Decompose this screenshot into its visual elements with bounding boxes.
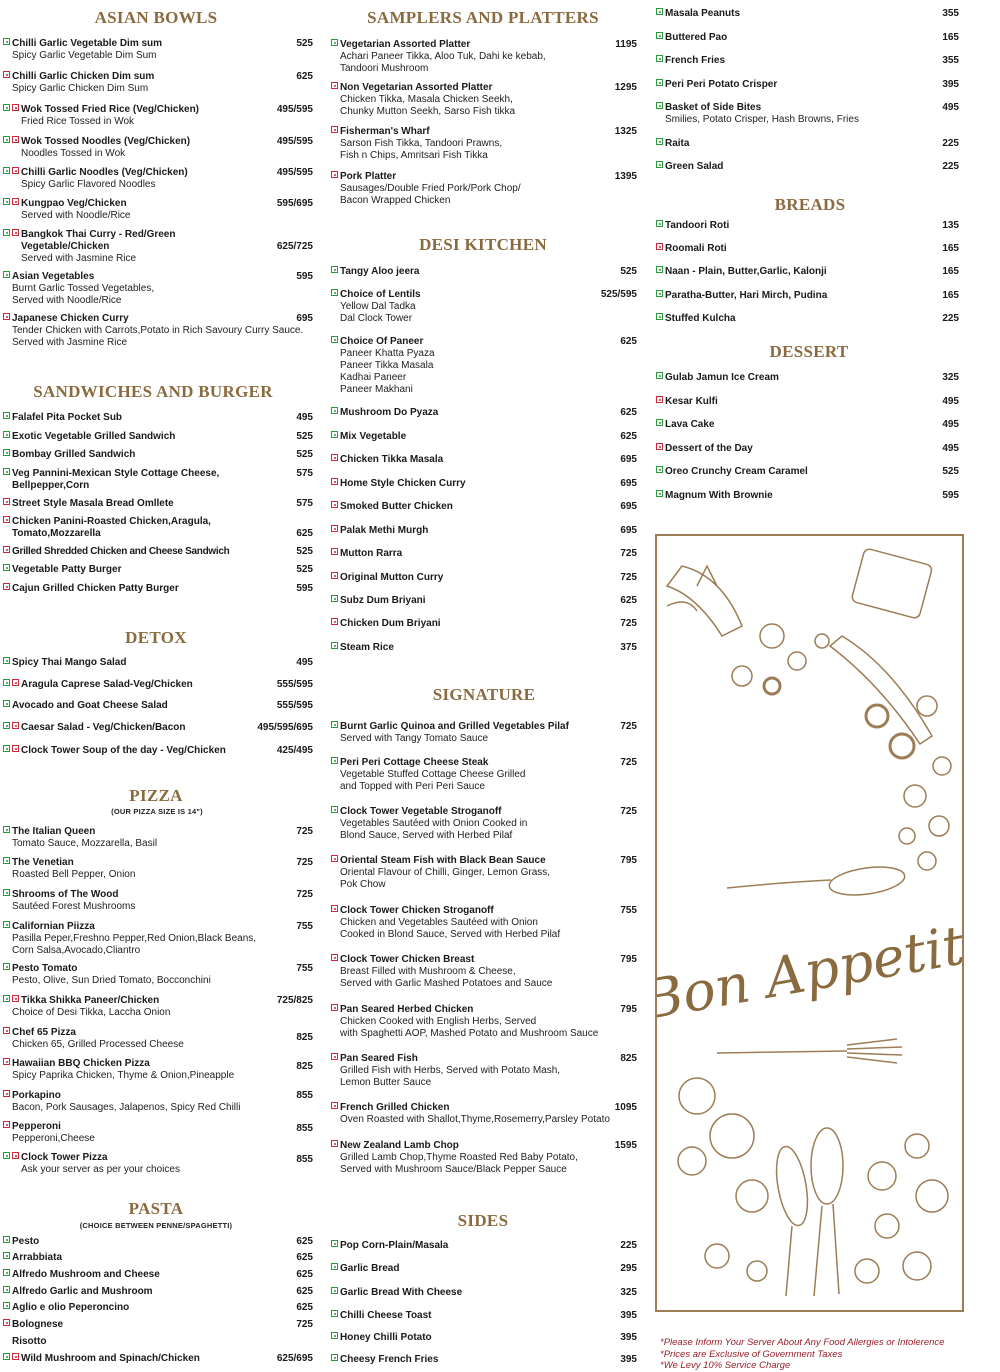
menu-item: Aragula Caprese Salad-Veg/Chicken 555/595 xyxy=(3,679,313,691)
nonveg-icon xyxy=(3,1319,10,1326)
section-title-pizza: PIZZA xyxy=(129,786,183,805)
nonveg-icon xyxy=(331,171,338,178)
menu-item: Tikka Shikka Paneer/Chicken Choice of Desi Tikka, Laccha Onion 725/825 xyxy=(3,995,313,1019)
nonveg-icon xyxy=(331,82,338,89)
menu-item: Chicken Panini-Roasted Chicken,Aragula, Tomato,Mozzarella 625 xyxy=(3,516,313,540)
veg-icon xyxy=(3,1236,10,1243)
nonveg-icon xyxy=(331,126,338,133)
section-title-detox: DETOX xyxy=(125,628,187,647)
menu-item: Paratha-Butter, Hari Mirch, Pudina 165 xyxy=(656,290,959,302)
veg-icon xyxy=(3,1252,10,1259)
veg-icon xyxy=(3,1353,10,1360)
menu-item: Pepperoni Pepperoni,Cheese 855 xyxy=(3,1121,313,1145)
nonveg-icon xyxy=(12,679,19,686)
section-subtitle-pizza: (OUR PIZZA SIZE IS 14") xyxy=(111,807,203,816)
menu-item: Falafel Pita Pocket Sub 495 xyxy=(3,412,313,424)
menu-item: Caesar Salad - Veg/Chicken/Bacon 495/595/695 xyxy=(3,722,313,734)
veg-icon xyxy=(3,167,10,174)
veg-icon xyxy=(3,136,10,143)
menu-item: Hawaiian BBQ Chicken Pizza Spicy Paprika Chicken, Thyme & Onion,Pineapple 825 xyxy=(3,1058,313,1082)
veg-icon xyxy=(331,806,338,813)
menu-item: Asian Vegetables Burnt Garlic Tossed Vegetables, Served with Noodle/Rice 595 xyxy=(3,271,313,307)
veg-icon xyxy=(331,289,338,296)
nonveg-icon xyxy=(331,1053,338,1060)
menu-item: Fisherman's Wharf Sarson Fish Tikka, Tandoori Prawns, Fish n Chips, Amritsari Fish Tikka 1325 xyxy=(331,126,637,162)
menu-item: Veg Pannini-Mexican Style Cottage Cheese, Bellpepper,Corn 575 xyxy=(3,468,313,492)
veg-icon xyxy=(656,419,663,426)
veg-icon xyxy=(3,1302,10,1309)
food-sketch xyxy=(657,536,962,1310)
nonveg-icon xyxy=(12,722,19,729)
menu-item: French Fries 355 xyxy=(656,55,959,67)
veg-icon xyxy=(3,1152,10,1159)
menu-item: Steam Rice 375 xyxy=(331,642,637,654)
veg-icon xyxy=(3,921,10,928)
menu-item: New Zealand Lamb Chop Grilled Lamb Chop,Thyme Roasted Red Baby Potato, Served with Mushroom Sauce/Black Pepper Sauce 1595 xyxy=(331,1140,637,1176)
veg-icon xyxy=(656,102,663,109)
nonveg-icon xyxy=(656,243,663,250)
nonveg-icon xyxy=(331,478,338,485)
menu-item: Basket of Side Bites Smilies, Potato Crisper, Hash Browns, Fries 495 xyxy=(656,102,959,126)
veg-icon xyxy=(3,679,10,686)
menu-item: Roomali Roti 165 xyxy=(656,243,959,255)
veg-icon xyxy=(656,55,663,62)
menu-item: Shrooms of The Wood Sautéed Forest Mushrooms 725 xyxy=(3,889,313,913)
nonveg-icon xyxy=(3,516,10,523)
menu-item: Masala Peanuts 355 xyxy=(656,8,959,20)
veg-icon xyxy=(331,431,338,438)
menu-item: Original Mutton Curry 725 xyxy=(331,572,637,584)
menu-item: The Venetian Roasted Bell Pepper, Onion 725 xyxy=(3,857,313,881)
veg-icon xyxy=(3,38,10,45)
veg-icon xyxy=(3,745,10,752)
veg-icon xyxy=(656,490,663,497)
veg-icon xyxy=(656,161,663,168)
menu-item: Pop Corn-Plain/Masala 225 xyxy=(331,1240,637,1252)
menu-item: Clock Tower Chicken Stroganoff Chicken and Vegetables Sautéed with Onion Cooked in Blond Sauce, Served with Herbed Pilaf 755 xyxy=(331,905,637,941)
menu-item: Chilli Garlic Vegetable Dim sum Spicy Garlic Vegetable Dim Sum 525 xyxy=(3,38,313,62)
menu-item: Magnum With Brownie 595 xyxy=(656,490,959,502)
menu-item: Cheesy French Fries 395 xyxy=(331,1354,637,1366)
footnote-taxes: *Prices are Exclusive of Government Taxes xyxy=(660,1349,843,1360)
menu-item: Clock Tower Chicken Breast Breast Filled with Mushroom & Cheese, Served with Garlic Mashed Potatoes and Sauce 795 xyxy=(331,954,637,990)
menu-item: Alfredo Mushroom and Cheese 625 xyxy=(3,1269,313,1281)
nonveg-icon xyxy=(3,1058,10,1065)
veg-icon xyxy=(3,826,10,833)
menu-item: Chicken Tikka Masala 695 xyxy=(331,454,637,466)
bon-appetit-illustration xyxy=(655,534,964,1312)
veg-icon xyxy=(331,1310,338,1317)
menu-item: Chilli Garlic Chicken Dim sum Spicy Garlic Chicken Dim Sum 625 xyxy=(3,71,313,95)
veg-icon xyxy=(3,700,10,707)
nonveg-icon xyxy=(656,443,663,450)
menu-item: Non Vegetarian Assorted Platter Chicken Tikka, Masala Chicken Seekh, Chunky Mutton Seekh, Sarso Fish tikka 1295 xyxy=(331,82,637,118)
nonveg-icon xyxy=(331,618,338,625)
nonveg-icon xyxy=(331,1102,338,1109)
nonveg-icon xyxy=(12,167,19,174)
veg-icon xyxy=(656,8,663,15)
nonveg-icon xyxy=(656,396,663,403)
veg-icon xyxy=(656,466,663,473)
nonveg-icon xyxy=(3,1027,10,1034)
nonveg-icon xyxy=(12,1152,19,1159)
menu-item: Mushroom Do Pyaza 625 xyxy=(331,407,637,419)
veg-icon xyxy=(3,889,10,896)
veg-icon xyxy=(3,198,10,205)
menu-item: Avocado and Goat Cheese Salad 555/595 xyxy=(3,700,313,712)
menu-item: Buttered Pao 165 xyxy=(656,32,959,44)
menu-item: Pan Seared Herbed Chicken Chicken Cooked with English Herbs, Served with Spaghetti AOP, Mashed Potato and Mushroom Sauce 795 xyxy=(331,1004,637,1040)
veg-icon xyxy=(331,266,338,273)
menu-item: Garlic Bread 295 xyxy=(331,1263,637,1275)
nonveg-icon xyxy=(12,1353,19,1360)
section-title-signature: SIGNATURE xyxy=(432,685,536,704)
menu-item: Choice Of Paneer Paneer Khatta Pyaza Paneer Tikka Masala Kadhai Paneer Paneer Makhani 625 xyxy=(331,336,637,396)
menu-item: Dessert of the Day 495 xyxy=(656,443,959,455)
menu-item: Vegetable Patty Burger 525 xyxy=(3,564,313,576)
nonveg-icon xyxy=(331,572,338,579)
menu-item: Bangkok Thai Curry - Red/Green Vegetable/Chicken Served with Jasmine Rice 625/725 xyxy=(3,229,313,265)
menu-item: Gulab Jamun Ice Cream 325 xyxy=(656,372,959,384)
nonveg-icon xyxy=(12,995,19,1002)
veg-icon xyxy=(3,722,10,729)
menu-item: Wild Mushroom and Spinach/Chicken 625/695 xyxy=(3,1353,313,1365)
menu-item: Mutton Rarra 725 xyxy=(331,548,637,560)
menu-item: Mix Vegetable 625 xyxy=(331,431,637,443)
menu-item: The Italian Queen Tomato Sauce, Mozzarella, Basil 725 xyxy=(3,826,313,850)
veg-icon xyxy=(3,564,10,571)
menu-item: Lava Cake 495 xyxy=(656,419,959,431)
menu-item: Pork Platter Sausages/Double Fried Pork/Pork Chop/ Bacon Wrapped Chicken 1395 xyxy=(331,171,637,207)
menu-item: Oreo Crunchy Cream Caramel 525 xyxy=(656,466,959,478)
section-title-samplers: SAMPLERS AND PLATTERS xyxy=(367,8,599,27)
menu-item: Bolognese 725 xyxy=(3,1319,313,1331)
menu-item: Porkapino Bacon, Pork Sausages, Jalapenos, Spicy Red Chilli 855 xyxy=(3,1090,313,1114)
veg-icon xyxy=(3,857,10,864)
menu-item: Green Salad 225 xyxy=(656,161,959,173)
menu-item: Californian Piizza Pasilla Peper,Freshno Pepper,Red Onion,Black Beans, Corn Salsa,Avocado,Cliantro 755 xyxy=(3,921,313,957)
nonveg-icon xyxy=(12,104,19,111)
bon-appetit-text: Bon Appetit xyxy=(657,913,962,1033)
footnote-service-charge: *We Levy 10% Service Charge xyxy=(660,1360,791,1371)
section-title-dessert: DESSERT xyxy=(769,342,849,361)
section-subtitle-pasta: (CHOICE BETWEEN PENNE/SPAGHETTI) xyxy=(79,1221,233,1230)
veg-icon xyxy=(3,468,10,475)
veg-icon xyxy=(3,412,10,419)
veg-icon xyxy=(331,1332,338,1339)
nonveg-icon xyxy=(331,548,338,555)
veg-icon xyxy=(656,313,663,320)
veg-icon xyxy=(656,138,663,145)
veg-icon xyxy=(3,1269,10,1276)
menu-item: Arrabbiata 625 xyxy=(3,1252,313,1264)
menu-item: Stuffed Kulcha 225 xyxy=(656,313,959,325)
veg-icon xyxy=(3,657,10,664)
veg-icon xyxy=(3,995,10,1002)
menu-item: Chicken Dum Briyani 725 xyxy=(331,618,637,630)
nonveg-icon xyxy=(331,1140,338,1147)
veg-icon xyxy=(3,449,10,456)
menu-item: Garlic Bread With Cheese 325 xyxy=(331,1287,637,1299)
menu-item: Pan Seared Fish Grilled Fish with Herbs, Served with Potato Mash, Lemon Butter Sauce 825 xyxy=(331,1053,637,1089)
menu-item: Naan - Plain, Butter,Garlic, Kalonji 165 xyxy=(656,266,959,278)
menu-item: Cajun Grilled Chicken Patty Burger 595 xyxy=(3,583,313,595)
menu-item: Bombay Grilled Sandwich 525 xyxy=(3,449,313,461)
menu-item: Spicy Thai Mango Salad 495 xyxy=(3,657,313,669)
nonveg-icon xyxy=(3,1090,10,1097)
section-title-sandwiches: SANDWICHES AND BURGER xyxy=(33,382,273,401)
nonveg-icon xyxy=(3,498,10,505)
nonveg-icon xyxy=(3,546,10,553)
veg-icon xyxy=(656,79,663,86)
veg-icon xyxy=(331,407,338,414)
veg-icon xyxy=(3,1286,10,1293)
menu-item: Subz Dum Briyani 625 xyxy=(331,595,637,607)
menu-item: French Grilled Chicken Oven Roasted with Shallot,Thyme,Rosemerry,Parsley Potato 1095 xyxy=(331,1102,637,1126)
section-title-pasta: PASTA xyxy=(128,1199,184,1218)
veg-icon xyxy=(3,963,10,970)
section-title-breads: BREADS xyxy=(774,195,846,214)
veg-icon xyxy=(331,1287,338,1294)
veg-icon xyxy=(331,336,338,343)
nonveg-icon xyxy=(3,1121,10,1128)
nonveg-icon xyxy=(331,855,338,862)
menu-item: Home Style Chicken Curry 695 xyxy=(331,478,637,490)
menu-item: Pesto Tomato Pesto, Olive, Sun Dried Tomato, Bocconchini 755 xyxy=(3,963,313,987)
menu-item: Street Style Masala Bread Omllete 575 xyxy=(3,498,313,510)
section-title-desi-kitchen: DESI KITCHEN xyxy=(419,235,547,254)
veg-icon xyxy=(331,1240,338,1247)
menu-item: Vegetarian Assorted Platter Achari Paneer Tikka, Aloo Tuk, Dahi ke kebab, Tandoori Mushroom 1195 xyxy=(331,39,637,75)
veg-icon xyxy=(331,39,338,46)
nonveg-icon xyxy=(12,198,19,205)
menu-item: Palak Methi Murgh 695 xyxy=(331,525,637,537)
menu-item: Chilli Cheese Toast 395 xyxy=(331,1310,637,1322)
veg-icon xyxy=(331,642,338,649)
nonveg-icon xyxy=(12,745,19,752)
veg-icon xyxy=(656,266,663,273)
menu-item: Exotic Vegetable Grilled Sandwich 525 xyxy=(3,431,313,443)
menu-item: Pesto 625 xyxy=(3,1236,313,1248)
menu-item: Peri Peri Cottage Cheese Steak Vegetable Stuffed Cottage Cheese Grilled and Topped with Peri Peri Sauce 725 xyxy=(331,757,637,793)
nonveg-icon xyxy=(12,136,19,143)
menu-item: Wok Tossed Fried Rice (Veg/Chicken) Fried Rice Tossed in Wok 495/595 xyxy=(3,104,313,128)
veg-icon xyxy=(331,757,338,764)
nonveg-icon xyxy=(12,229,19,236)
veg-icon xyxy=(331,1263,338,1270)
veg-icon xyxy=(656,220,663,227)
nonveg-icon xyxy=(3,313,10,320)
nonveg-icon xyxy=(3,71,10,78)
menu-item: Kesar Kulfi 495 xyxy=(656,396,959,408)
veg-icon xyxy=(656,32,663,39)
veg-icon xyxy=(656,290,663,297)
nonveg-icon xyxy=(331,454,338,461)
veg-icon xyxy=(331,595,338,602)
nonveg-icon xyxy=(3,583,10,590)
nonveg-icon xyxy=(331,1004,338,1011)
menu-item: Honey Chilli Potato 395 xyxy=(331,1332,637,1344)
menu-item: Clock Tower Pizza Ask your server as per your choices 855 xyxy=(3,1152,313,1176)
menu-item: Japanese Chicken Curry Tender Chicken with Carrots,Potato in Rich Savoury Curry Sauce. Served with Jasmine Rice 695 xyxy=(3,313,313,349)
menu-item: Oriental Steam Fish with Black Bean Sauce Oriental Flavour of Chilli, Ginger, Lemon Grass, Pok Chow 795 xyxy=(331,855,637,891)
menu-item: Choice of Lentils Yellow Dal Tadka Dal Clock Tower 525/595 xyxy=(331,289,637,325)
veg-icon xyxy=(331,1354,338,1361)
menu-item: Aglio e olio Peperoncino 625 xyxy=(3,1302,313,1314)
menu-item: Burnt Garlic Quinoa and Grilled Vegetables Pilaf Served with Tangy Tomato Sauce 725 xyxy=(331,721,637,745)
menu-item: Wok Tossed Noodles (Veg/Chicken) Noodles Tossed in Wok 495/595 xyxy=(3,136,313,160)
menu-item: Grilled Shredded Chicken and Cheese Sandwich 525 xyxy=(3,546,313,558)
veg-icon xyxy=(3,271,10,278)
menu-item: Alfredo Garlic and Mushroom 625 xyxy=(3,1286,313,1298)
nonveg-icon xyxy=(331,501,338,508)
nonveg-icon xyxy=(331,954,338,961)
menu-item: Raita 225 xyxy=(656,138,959,150)
menu-item: Risotto xyxy=(12,1336,47,1347)
footnote-allergies: *Please Inform Your Server About Any Food Allergies or Intolerence xyxy=(660,1337,945,1348)
menu-item: Chef 65 Pizza Chicken 65, Grilled Processed Cheese 825 xyxy=(3,1027,313,1051)
veg-icon xyxy=(656,372,663,379)
section-title-asian-bowls: ASIAN BOWLS xyxy=(94,8,218,27)
menu-item: Smoked Butter Chicken 695 xyxy=(331,501,637,513)
menu-item: Clock Tower Soup of the day - Veg/Chicken 425/495 xyxy=(3,745,313,757)
menu-item: Clock Tower Vegetable Stroganoff Vegetables Sautéed with Onion Cooked in Blond Sauce, Served with Herbed Pilaf 725 xyxy=(331,806,637,842)
veg-icon xyxy=(3,104,10,111)
menu-item: Peri Peri Potato Crisper 395 xyxy=(656,79,959,91)
veg-icon xyxy=(3,431,10,438)
menu-item: Tangy Aloo jeera 525 xyxy=(331,266,637,278)
veg-icon xyxy=(3,229,10,236)
nonveg-icon xyxy=(331,525,338,532)
nonveg-icon xyxy=(331,905,338,912)
menu-item: Kungpao Veg/Chicken Served with Noodle/Rice 595/695 xyxy=(3,198,313,222)
section-title-sides: SIDES xyxy=(457,1211,509,1230)
menu-item: Tandoori Roti 135 xyxy=(656,220,959,232)
menu-item: Chilli Garlic Noodles (Veg/Chicken) Spicy Garlic Flavored Noodles 495/595 xyxy=(3,167,313,191)
veg-icon xyxy=(331,721,338,728)
